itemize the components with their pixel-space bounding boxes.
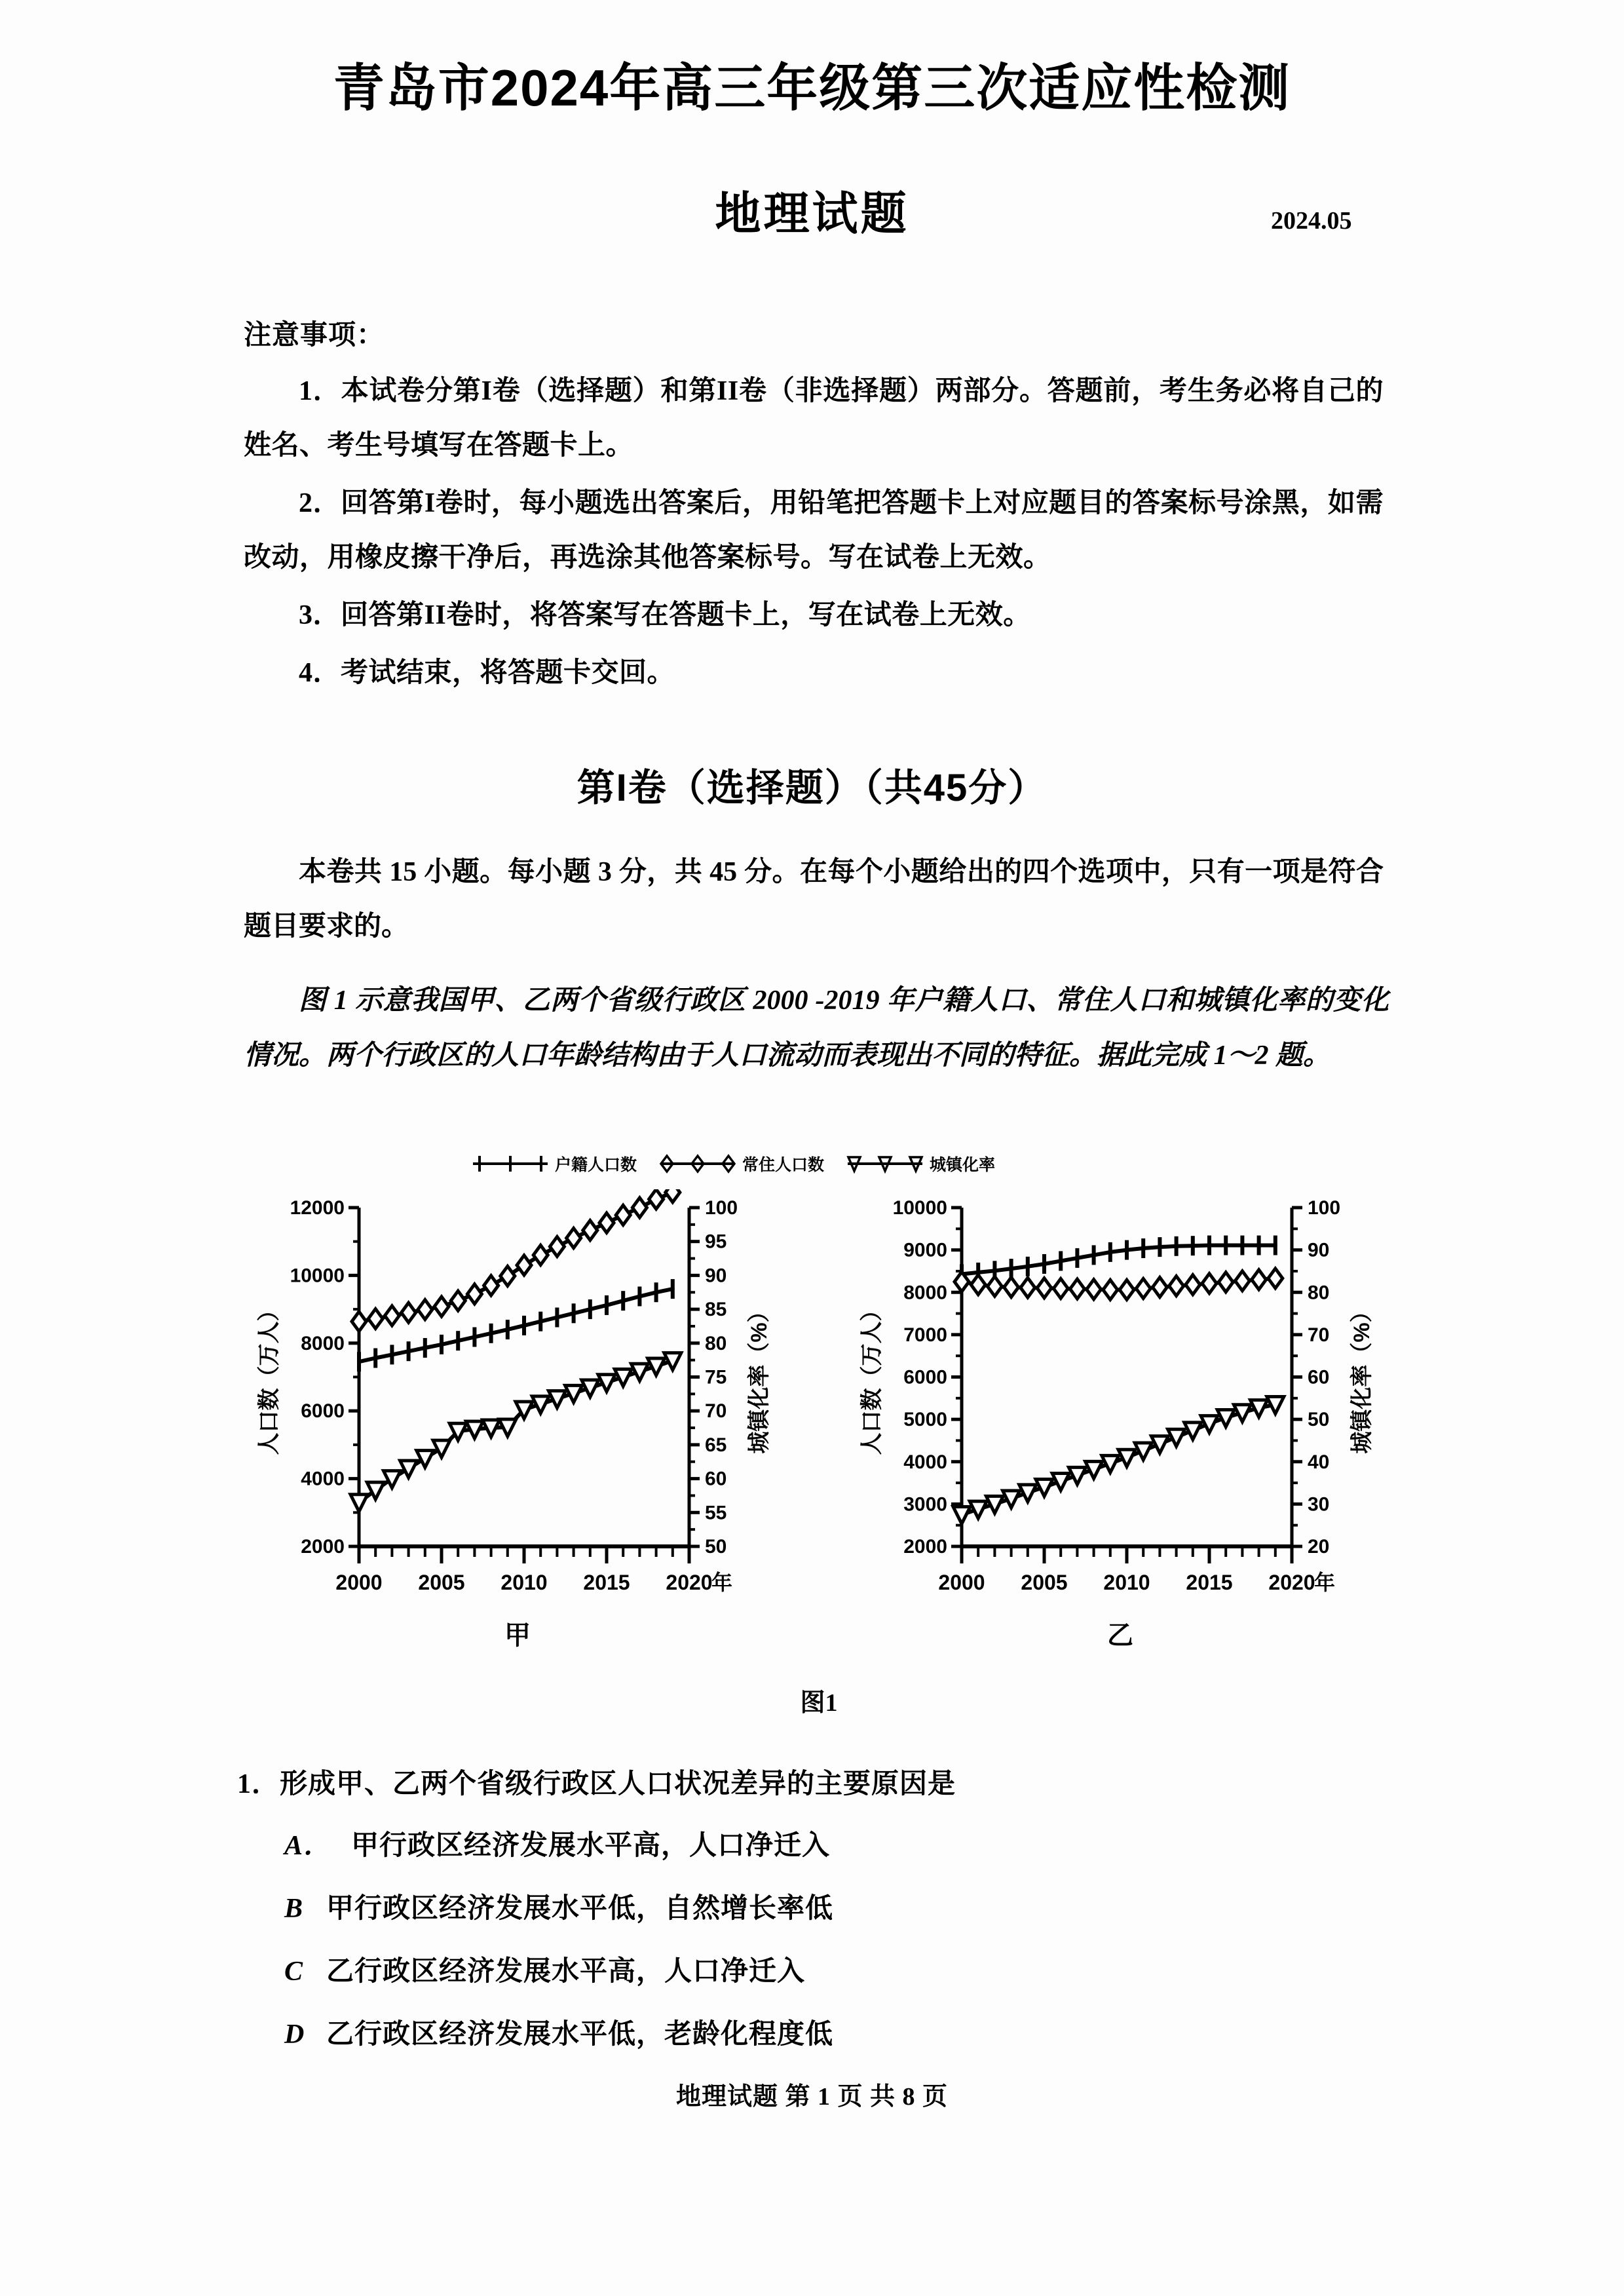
- svg-text:90: 90: [705, 1265, 727, 1287]
- svg-text:2020: 2020: [1268, 1571, 1315, 1594]
- option-c-label: C: [284, 1957, 304, 1987]
- svg-text:2000: 2000: [938, 1571, 985, 1594]
- svg-text:10000: 10000: [892, 1197, 947, 1219]
- svg-text:60: 60: [1308, 1366, 1330, 1388]
- legend-item-resident: [659, 1152, 824, 1176]
- option-a-text: 甲行政区经济发展水平高，人口净迁入: [351, 1831, 831, 1861]
- svg-text:6000: 6000: [903, 1366, 947, 1388]
- legend-label: 常住人口数: [742, 1156, 825, 1174]
- chart-jia-svg: [242, 1189, 793, 1622]
- legend-item-registered: [472, 1152, 637, 1176]
- svg-text:城镇化率（%）: 城镇化率（%）: [1350, 1300, 1374, 1454]
- notice-list: [244, 364, 1384, 704]
- legend-label: 户籍人口数: [555, 1156, 637, 1174]
- svg-text:6000: 6000: [301, 1400, 345, 1423]
- svg-text:2010: 2010: [500, 1571, 548, 1594]
- section-heading: 第I卷（选择题）（共45分）: [576, 767, 1048, 809]
- question-1-stem: [237, 1761, 1390, 1807]
- svg-text:人口数（万人）: 人口数（万人）: [257, 1299, 282, 1455]
- svg-text:城镇化率（%）: 城镇化率（%）: [747, 1300, 772, 1454]
- option-c-text: 乙行政区经济发展水平高，人口净迁入: [326, 1957, 806, 1987]
- chart-jia: [242, 1189, 793, 1648]
- page-footer: 地理试题 第 1 页 共 8 页: [675, 2083, 948, 2111]
- question-1-options: [237, 1823, 1390, 2057]
- chart-yi-svg: [845, 1189, 1395, 1622]
- option-b-label: B: [284, 1894, 304, 1924]
- question-1-number: 1．: [237, 1769, 280, 1799]
- svg-text:4000: 4000: [903, 1451, 947, 1473]
- page-title: 青岛市2024年高三年级第三次适应性检测: [333, 59, 1291, 117]
- svg-text:85: 85: [705, 1299, 727, 1321]
- legend-item-urbanization: [846, 1152, 995, 1176]
- notice-item: 1．本试卷分第I卷（选择题）和第II卷（非选择题）两部分。答题前，考生务必将自己的姓名、考生号填写在答题卡上。: [244, 376, 1384, 461]
- svg-text:20: 20: [1308, 1536, 1330, 1558]
- chart-yi: [845, 1189, 1395, 1648]
- svg-text:65: 65: [705, 1434, 727, 1456]
- notice-item: 4．考试结束，将答题卡交回。: [299, 658, 675, 688]
- svg-text:2005: 2005: [1021, 1571, 1068, 1594]
- notice-item: 2．回答第I卷时，每小题选出答案后，用铅笔把答题卡上对应题目的答案标号涂黑，如需改动，用橡皮擦干净后，再选涂其他答案标号。写在试卷上无效。: [244, 488, 1384, 573]
- option-a-label: A．: [284, 1831, 332, 1861]
- option-a[interactable]: [237, 1823, 1390, 1869]
- svg-text:80: 80: [1308, 1282, 1330, 1304]
- figure-caption: 图1: [800, 1689, 838, 1717]
- svg-text:40: 40: [1308, 1451, 1330, 1473]
- svg-text:50: 50: [705, 1536, 727, 1558]
- svg-text:3000: 3000: [903, 1493, 947, 1516]
- svg-text:7000: 7000: [903, 1324, 947, 1346]
- chart-legend: [472, 1143, 1245, 1184]
- option-d[interactable]: [237, 2012, 1390, 2057]
- svg-text:2015: 2015: [1186, 1571, 1233, 1594]
- diamond-marker-icon: [659, 1154, 736, 1174]
- svg-text:75: 75: [705, 1366, 727, 1388]
- svg-text:8000: 8000: [903, 1282, 947, 1304]
- figure-1: [242, 1143, 1395, 1720]
- plus-marker-icon: [472, 1154, 549, 1174]
- subject-title: 地理试题: [715, 188, 909, 239]
- svg-text:人口数（万人）: 人口数（万人）: [859, 1299, 884, 1455]
- notice-item: 3．回答第II卷时，将答案写在答题卡上，写在试卷上无效。: [299, 600, 1031, 630]
- triangle-down-marker-icon: [846, 1154, 924, 1174]
- svg-text:5000: 5000: [903, 1409, 947, 1431]
- svg-text:12000: 12000: [290, 1197, 345, 1219]
- svg-text:4000: 4000: [301, 1468, 345, 1490]
- svg-text:年: 年: [1314, 1571, 1336, 1594]
- svg-text:60: 60: [705, 1468, 727, 1490]
- svg-text:2020: 2020: [666, 1571, 713, 1594]
- subject-row: [0, 177, 1624, 256]
- svg-text:80: 80: [705, 1332, 727, 1354]
- legend-label: 城镇化率: [930, 1156, 996, 1174]
- svg-text:9000: 9000: [903, 1239, 947, 1261]
- svg-text:95: 95: [705, 1231, 727, 1253]
- option-d-text: 乙行政区经济发展水平低，老龄化程度低: [326, 2019, 834, 2050]
- svg-text:90: 90: [1308, 1239, 1330, 1261]
- option-d-label: D: [284, 2019, 305, 2050]
- svg-text:10000: 10000: [290, 1265, 345, 1287]
- svg-text:2005: 2005: [418, 1571, 465, 1594]
- svg-text:100: 100: [1308, 1197, 1341, 1219]
- chart-jia-caption: 甲: [504, 1620, 531, 1650]
- svg-text:8000: 8000: [301, 1332, 345, 1354]
- section-note: 本卷共 15 小题。每小题 3 分，共 45 分。在每个小题给出的四个选项中，只有一项是符合题目要求的。: [244, 857, 1384, 942]
- svg-text:2010: 2010: [1103, 1571, 1150, 1594]
- exam-date: 2024.05: [1271, 207, 1352, 235]
- chart-yi-caption: 乙: [1107, 1620, 1133, 1650]
- svg-text:2000: 2000: [335, 1571, 383, 1594]
- option-b[interactable]: [237, 1886, 1390, 1932]
- question-stem-paragraph: 图 1 示意我国甲、乙两个省级行政区 2000 -2019 年户籍人口、常住人口和城镇化率的变化情况。两个行政区的人口年龄结构由于人口流动而表现出不同的特征。据此完成 1～2 题。: [244, 985, 1389, 1071]
- svg-text:30: 30: [1308, 1493, 1330, 1516]
- svg-text:55: 55: [705, 1502, 727, 1524]
- svg-text:50: 50: [1308, 1409, 1330, 1431]
- svg-text:100: 100: [705, 1197, 738, 1219]
- svg-text:2015: 2015: [583, 1571, 630, 1594]
- question-1-text: 形成甲、乙两个省级行政区人口状况差异的主要原因是: [280, 1769, 956, 1799]
- svg-text:70: 70: [1308, 1324, 1330, 1346]
- notice-heading: 注意事项：: [244, 320, 385, 351]
- option-b-text: 甲行政区经济发展水平低，自然增长率低: [326, 1894, 834, 1924]
- svg-text:70: 70: [705, 1400, 727, 1423]
- svg-text:2000: 2000: [903, 1536, 947, 1558]
- svg-text:2000: 2000: [301, 1536, 345, 1558]
- option-c[interactable]: [237, 1949, 1390, 1995]
- svg-text:年: 年: [711, 1571, 733, 1594]
- question-1: [237, 1761, 1390, 2075]
- charts-row: [242, 1189, 1395, 1648]
